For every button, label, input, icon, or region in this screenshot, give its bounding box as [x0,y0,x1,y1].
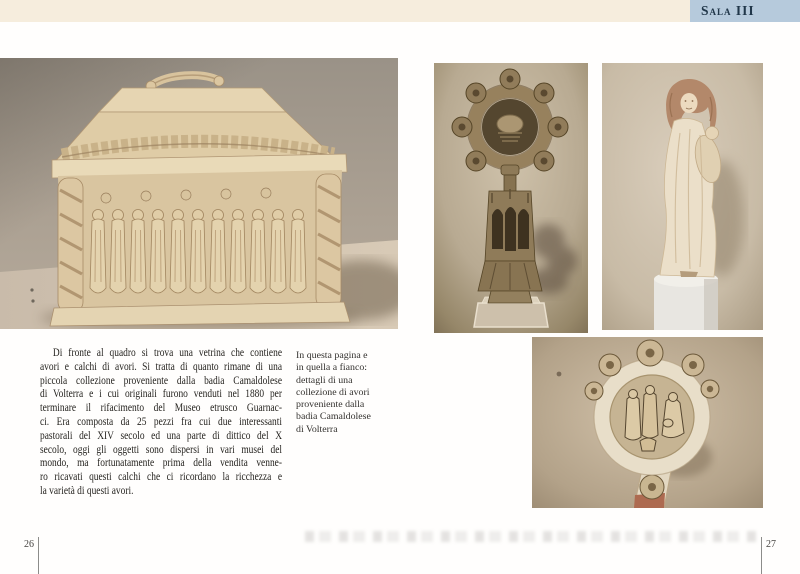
body-line: di Volterra e i cui originali furono venduti nel 1880 per [40,387,283,401]
photo-ivory-crozier [434,63,588,333]
ivory-crozier-illustration [434,63,588,333]
body-line: ci. Era composta da 25 pezzi fra cui due interessanti [40,414,283,428]
page-number-left: 26 [24,539,34,550]
caption-line: badia Camaldolese [296,411,371,423]
caption-line: In questa pagina e [296,350,368,361]
body-line: terminare il rifacimento del Museo etrusco Guarnac- [40,401,283,415]
caption-line: proveniente dalla [296,399,365,411]
body-line: la varietà di questi avori. [40,483,134,497]
section-title: Sala III [701,3,755,18]
body-line: mondo, ma fortunatamente prima della vendita venne- [40,456,283,470]
caption-line: collezione di avori [296,386,370,398]
footer-rule-right [761,537,762,574]
photo-ivory-figurine [602,63,763,330]
caption-line: in quella a fianco: [296,362,368,374]
caption-line: di Volterra [296,423,338,435]
ivory-volute-illustration [532,337,763,508]
body-line: ro ricavati questi calchi che ci ricordano la ricchezza e [40,470,283,484]
ivory-figurine-illustration [602,63,763,330]
section-header [690,0,800,22]
photo-ivory-volute [532,337,763,508]
photo-ivory-casket [0,58,398,329]
page-number-right: 27 [766,539,776,550]
body-line: Di fronte al quadro si trova una vetrina che contiene [52,346,283,359]
body-line: pastorali del XIV secolo ed una parte di dittico del X [40,428,283,442]
header-band-cream [0,0,690,22]
body-line: avori e calchi di avori. Si tratta di quanto rimane di una [40,359,283,373]
body-paragraph [40,346,282,498]
body-line: secolo, oggi gli oggetti sono dispersi in vari musei del [40,442,283,456]
ivory-casket-illustration [0,58,398,329]
photo-caption [296,350,392,436]
body-line: piccola collezione proveniente dalla badia Camaldolese [40,373,283,387]
caption-line: dettagli di una [296,374,353,386]
show-through-ghost [305,531,760,542]
footer-rule-left [38,537,39,574]
